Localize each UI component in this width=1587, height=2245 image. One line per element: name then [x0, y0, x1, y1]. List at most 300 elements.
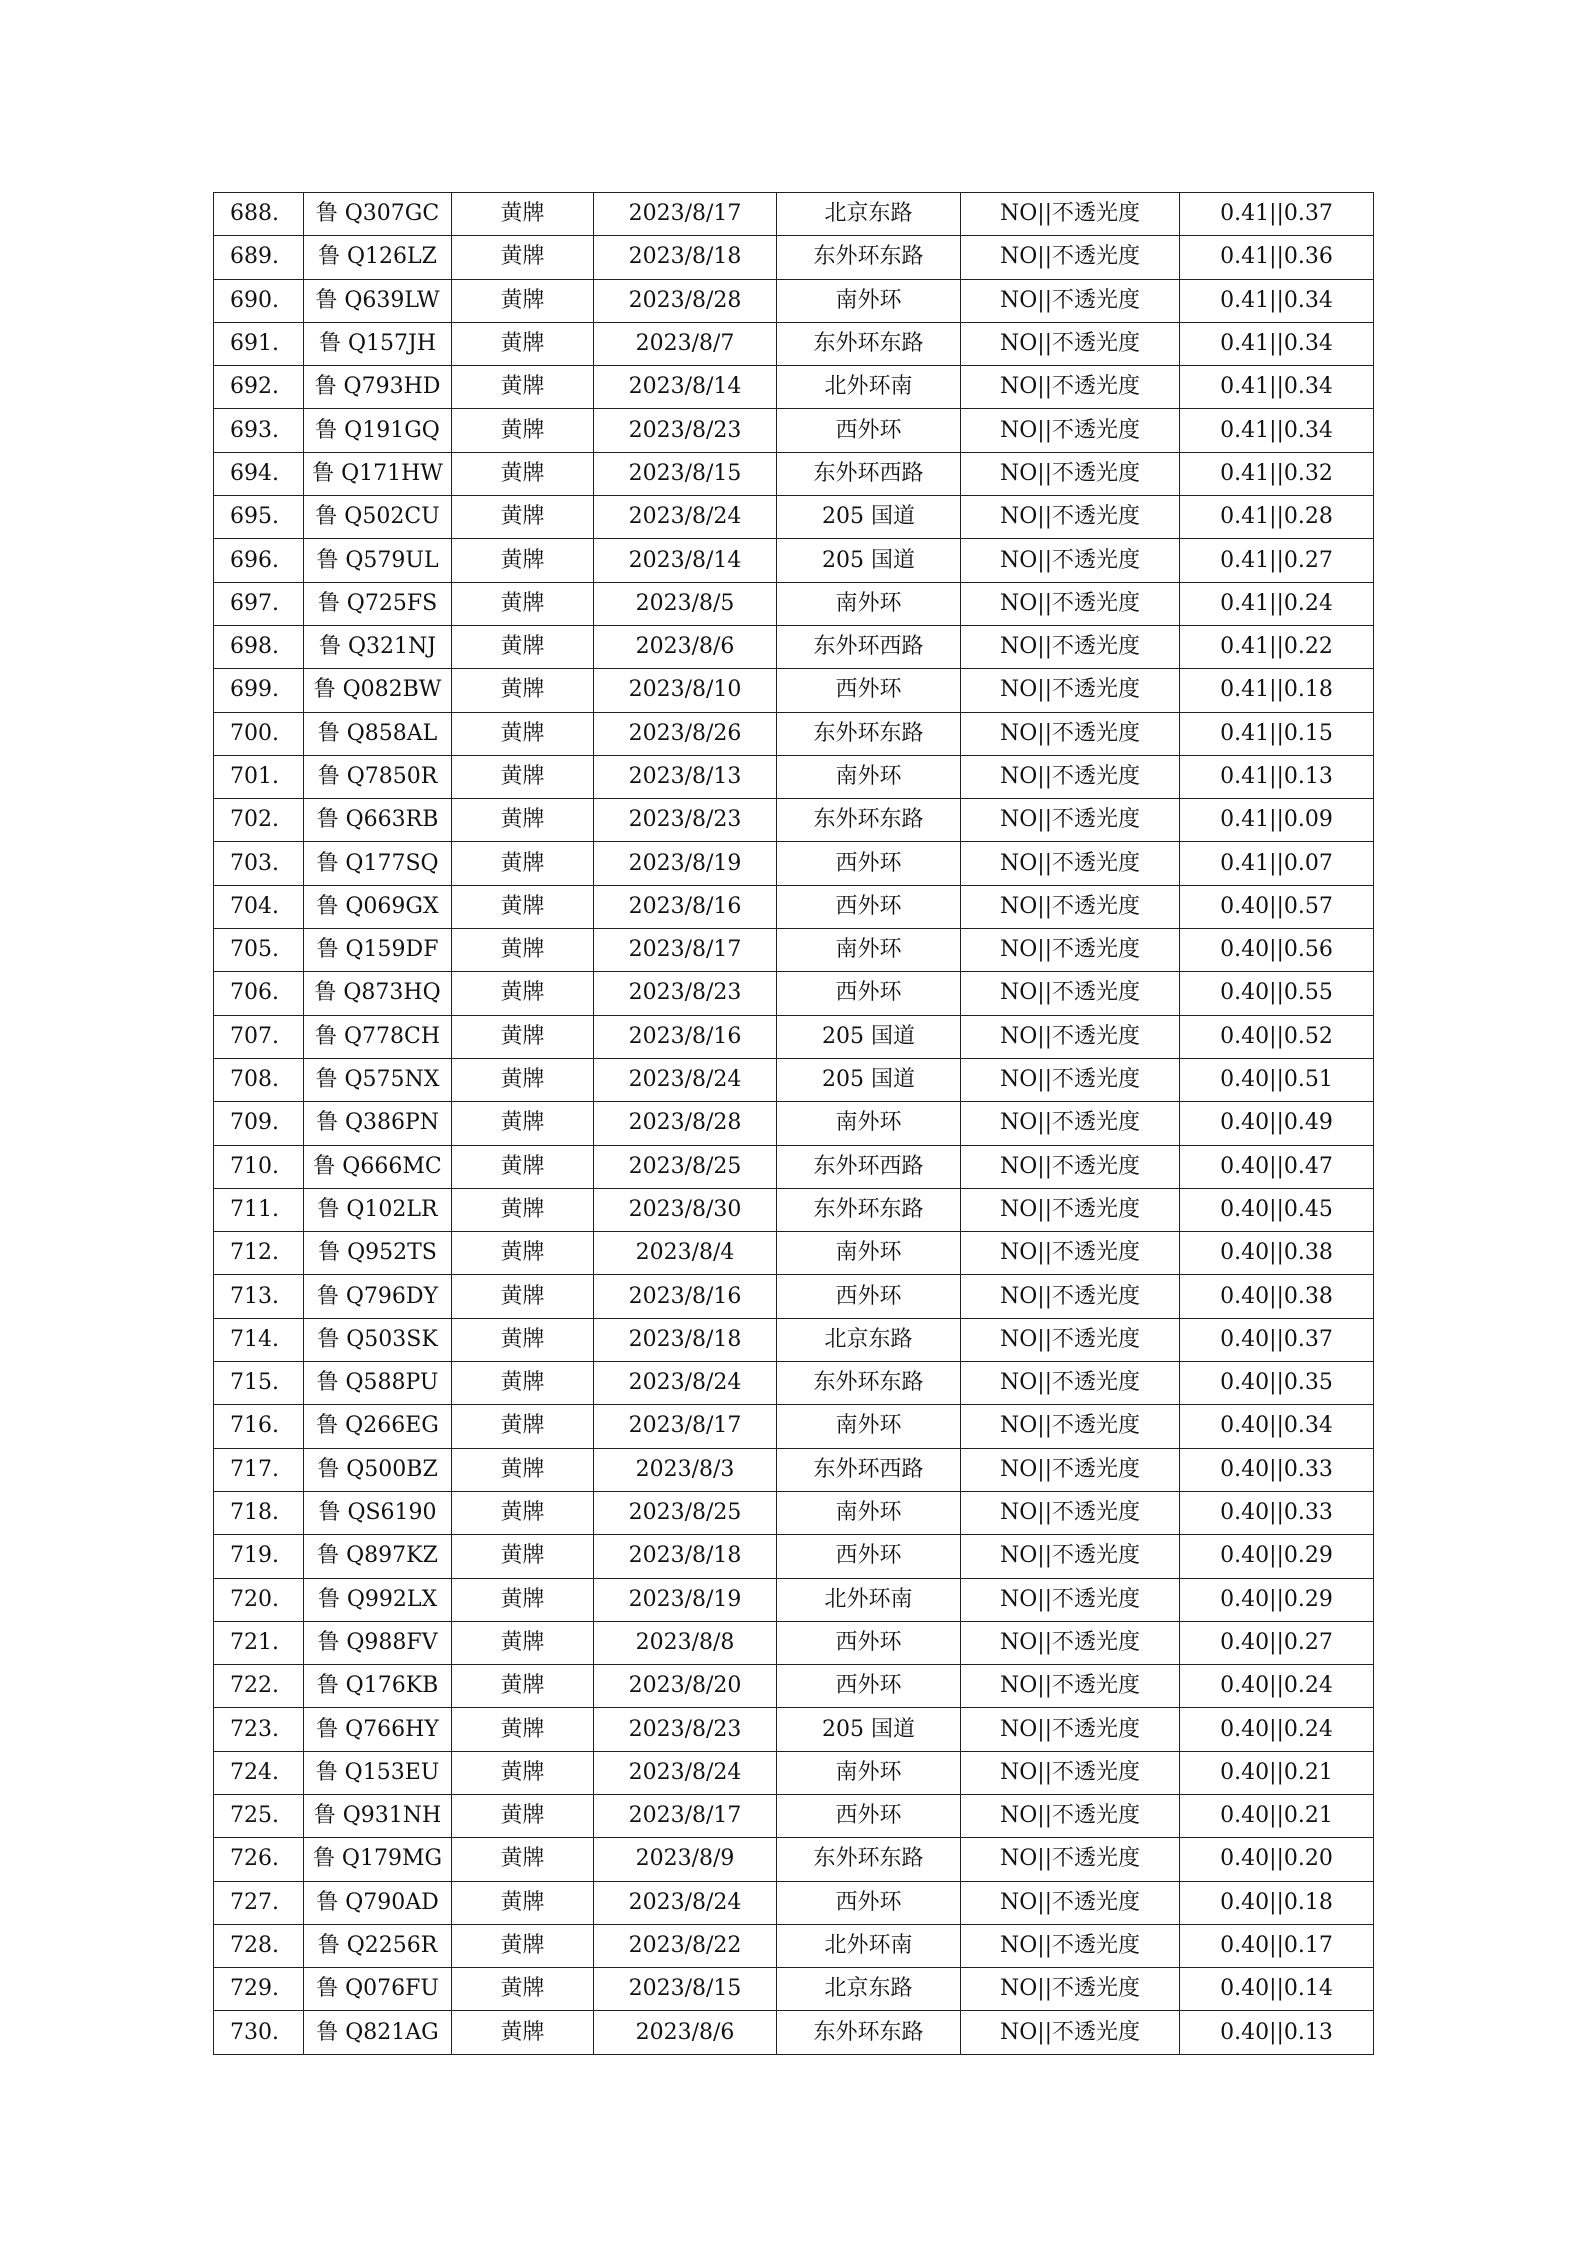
- cell-road-location: 205 国道: [777, 496, 961, 539]
- cell-road-location: 东外环东路: [777, 236, 961, 279]
- cell-inspection-date: 2023/8/20: [594, 1665, 777, 1708]
- cell-row-number: 714.: [214, 1318, 304, 1361]
- cell-test-values: 0.41||0.34: [1180, 366, 1374, 409]
- cell-plate-number: 鲁 Q307GC: [304, 193, 452, 236]
- cell-row-number: 710.: [214, 1145, 304, 1188]
- cell-road-location: 西外环: [777, 1275, 961, 1318]
- cell-inspection-date: 2023/8/18: [594, 1535, 777, 1578]
- records-table: [213, 192, 1374, 2055]
- cell-test-values: 0.40||0.34: [1180, 1405, 1374, 1448]
- table-row: [214, 929, 1374, 972]
- cell-plate-number: 鲁 Q076FU: [304, 1968, 452, 2011]
- cell-inspection-date: 2023/8/26: [594, 712, 777, 755]
- cell-test-item: NO||不透光度: [961, 1665, 1180, 1708]
- cell-road-location: 西外环: [777, 1794, 961, 1837]
- cell-plate-type: 黄牌: [452, 1491, 594, 1534]
- cell-road-location: 西外环: [777, 1665, 961, 1708]
- cell-plate-number: 鲁 Q321NJ: [304, 625, 452, 668]
- cell-row-number: 728.: [214, 1924, 304, 1967]
- cell-row-number: 694.: [214, 452, 304, 495]
- cell-test-values: 0.40||0.37: [1180, 1318, 1374, 1361]
- table-row: [214, 539, 1374, 582]
- cell-test-values: 0.41||0.13: [1180, 755, 1374, 798]
- table-row: [214, 842, 1374, 885]
- cell-test-item: NO||不透光度: [961, 236, 1180, 279]
- cell-test-values: 0.41||0.22: [1180, 625, 1374, 668]
- cell-test-item: NO||不透光度: [961, 409, 1180, 452]
- cell-row-number: 692.: [214, 366, 304, 409]
- table-row: [214, 582, 1374, 625]
- cell-road-location: 西外环: [777, 409, 961, 452]
- cell-inspection-date: 2023/8/15: [594, 452, 777, 495]
- cell-test-item: NO||不透光度: [961, 1881, 1180, 1924]
- cell-plate-number: 鲁 Q766HY: [304, 1708, 452, 1751]
- cell-test-values: 0.40||0.56: [1180, 929, 1374, 972]
- cell-test-values: 0.40||0.21: [1180, 1751, 1374, 1794]
- cell-plate-type: 黄牌: [452, 1058, 594, 1101]
- cell-plate-number: 鲁 Q159DF: [304, 929, 452, 972]
- cell-test-item: NO||不透光度: [961, 842, 1180, 885]
- cell-plate-type: 黄牌: [452, 1232, 594, 1275]
- cell-plate-type: 黄牌: [452, 1535, 594, 1578]
- table-row: [214, 885, 1374, 928]
- table-row: [214, 1188, 1374, 1231]
- cell-inspection-date: 2023/8/23: [594, 409, 777, 452]
- cell-road-location: 北京东路: [777, 1318, 961, 1361]
- cell-inspection-date: 2023/8/14: [594, 366, 777, 409]
- cell-row-number: 709.: [214, 1102, 304, 1145]
- table-row: [214, 972, 1374, 1015]
- cell-test-values: 0.40||0.29: [1180, 1535, 1374, 1578]
- cell-test-values: 0.40||0.33: [1180, 1448, 1374, 1491]
- table-row: [214, 1491, 1374, 1534]
- cell-test-item: NO||不透光度: [961, 1275, 1180, 1318]
- cell-row-number: 719.: [214, 1535, 304, 1578]
- cell-inspection-date: 2023/8/28: [594, 279, 777, 322]
- cell-test-values: 0.40||0.55: [1180, 972, 1374, 1015]
- cell-test-values: 0.40||0.24: [1180, 1665, 1374, 1708]
- table-row: [214, 279, 1374, 322]
- cell-row-number: 729.: [214, 1968, 304, 2011]
- cell-inspection-date: 2023/8/23: [594, 1708, 777, 1751]
- table-row: [214, 236, 1374, 279]
- cell-plate-number: 鲁 Q579UL: [304, 539, 452, 582]
- cell-inspection-date: 2023/8/19: [594, 1578, 777, 1621]
- cell-test-item: NO||不透光度: [961, 1405, 1180, 1448]
- cell-test-values: 0.41||0.34: [1180, 409, 1374, 452]
- cell-row-number: 701.: [214, 755, 304, 798]
- table-row: [214, 1708, 1374, 1751]
- cell-test-item: NO||不透光度: [961, 1621, 1180, 1664]
- cell-inspection-date: 2023/8/17: [594, 929, 777, 972]
- cell-test-item: NO||不透光度: [961, 972, 1180, 1015]
- cell-test-item: NO||不透光度: [961, 496, 1180, 539]
- cell-test-values: 0.40||0.21: [1180, 1794, 1374, 1837]
- cell-inspection-date: 2023/8/25: [594, 1491, 777, 1534]
- cell-inspection-date: 2023/8/24: [594, 1362, 777, 1405]
- cell-test-item: NO||不透光度: [961, 452, 1180, 495]
- cell-plate-number: 鲁 Q663RB: [304, 799, 452, 842]
- cell-inspection-date: 2023/8/13: [594, 755, 777, 798]
- cell-plate-number: 鲁 Q082BW: [304, 669, 452, 712]
- cell-test-values: 0.41||0.27: [1180, 539, 1374, 582]
- cell-inspection-date: 2023/8/28: [594, 1102, 777, 1145]
- cell-test-values: 0.41||0.36: [1180, 236, 1374, 279]
- table-row: [214, 1232, 1374, 1275]
- cell-row-number: 695.: [214, 496, 304, 539]
- cell-test-values: 0.41||0.15: [1180, 712, 1374, 755]
- cell-plate-type: 黄牌: [452, 885, 594, 928]
- cell-row-number: 718.: [214, 1491, 304, 1534]
- cell-inspection-date: 2023/8/22: [594, 1924, 777, 1967]
- cell-test-item: NO||不透光度: [961, 1188, 1180, 1231]
- cell-test-item: NO||不透光度: [961, 712, 1180, 755]
- cell-plate-number: 鲁 Q931NH: [304, 1794, 452, 1837]
- cell-plate-type: 黄牌: [452, 452, 594, 495]
- table-row: [214, 1794, 1374, 1837]
- table-row: [214, 1881, 1374, 1924]
- cell-plate-type: 黄牌: [452, 669, 594, 712]
- cell-inspection-date: 2023/8/24: [594, 496, 777, 539]
- cell-plate-type: 黄牌: [452, 1015, 594, 1058]
- cell-road-location: 北外环南: [777, 1578, 961, 1621]
- cell-inspection-date: 2023/8/16: [594, 885, 777, 928]
- cell-test-item: NO||不透光度: [961, 885, 1180, 928]
- cell-inspection-date: 2023/8/18: [594, 1318, 777, 1361]
- cell-plate-number: 鲁 Q7850R: [304, 755, 452, 798]
- cell-plate-type: 黄牌: [452, 1448, 594, 1491]
- cell-test-values: 0.40||0.45: [1180, 1188, 1374, 1231]
- cell-plate-type: 黄牌: [452, 496, 594, 539]
- cell-road-location: 东外环东路: [777, 2011, 961, 2054]
- cell-test-values: 0.40||0.14: [1180, 1968, 1374, 2011]
- cell-inspection-date: 2023/8/17: [594, 1405, 777, 1448]
- cell-plate-type: 黄牌: [452, 582, 594, 625]
- cell-inspection-date: 2023/8/7: [594, 322, 777, 365]
- cell-road-location: 北京东路: [777, 193, 961, 236]
- cell-row-number: 704.: [214, 885, 304, 928]
- cell-inspection-date: 2023/8/9: [594, 1838, 777, 1881]
- cell-test-item: NO||不透光度: [961, 1708, 1180, 1751]
- cell-plate-number: 鲁 Q725FS: [304, 582, 452, 625]
- table-row: [214, 1535, 1374, 1578]
- cell-plate-type: 黄牌: [452, 279, 594, 322]
- cell-road-location: 南外环: [777, 1491, 961, 1534]
- table-row: [214, 1968, 1374, 2011]
- cell-test-item: NO||不透光度: [961, 669, 1180, 712]
- cell-test-item: NO||不透光度: [961, 1794, 1180, 1837]
- cell-row-number: 712.: [214, 1232, 304, 1275]
- cell-plate-number: 鲁 Q873HQ: [304, 972, 452, 1015]
- cell-inspection-date: 2023/8/3: [594, 1448, 777, 1491]
- cell-inspection-date: 2023/8/4: [594, 1232, 777, 1275]
- cell-road-location: 东外环西路: [777, 1145, 961, 1188]
- cell-test-values: 0.41||0.18: [1180, 669, 1374, 712]
- cell-plate-type: 黄牌: [452, 1578, 594, 1621]
- cell-test-item: NO||不透光度: [961, 1232, 1180, 1275]
- cell-test-values: 0.40||0.33: [1180, 1491, 1374, 1534]
- table-row: [214, 1665, 1374, 1708]
- table-row: [214, 1751, 1374, 1794]
- table-row: [214, 712, 1374, 755]
- cell-inspection-date: 2023/8/24: [594, 1751, 777, 1794]
- cell-row-number: 705.: [214, 929, 304, 972]
- cell-road-location: 西外环: [777, 1881, 961, 1924]
- cell-row-number: 717.: [214, 1448, 304, 1491]
- cell-plate-type: 黄牌: [452, 625, 594, 668]
- table-row: [214, 1275, 1374, 1318]
- cell-plate-type: 黄牌: [452, 236, 594, 279]
- cell-plate-type: 黄牌: [452, 842, 594, 885]
- cell-road-location: 东外环东路: [777, 322, 961, 365]
- cell-inspection-date: 2023/8/10: [594, 669, 777, 712]
- cell-plate-number: 鲁 Q503SK: [304, 1318, 452, 1361]
- cell-row-number: 721.: [214, 1621, 304, 1664]
- cell-road-location: 南外环: [777, 1232, 961, 1275]
- cell-test-values: 0.40||0.51: [1180, 1058, 1374, 1101]
- cell-plate-number: 鲁 Q069GX: [304, 885, 452, 928]
- cell-plate-number: 鲁 Q386PN: [304, 1102, 452, 1145]
- cell-test-values: 0.40||0.35: [1180, 1362, 1374, 1405]
- cell-row-number: 693.: [214, 409, 304, 452]
- cell-test-item: NO||不透光度: [961, 2011, 1180, 2054]
- cell-test-item: NO||不透光度: [961, 929, 1180, 972]
- table-row: [214, 1102, 1374, 1145]
- cell-inspection-date: 2023/8/25: [594, 1145, 777, 1188]
- table-row: [214, 1145, 1374, 1188]
- cell-row-number: 725.: [214, 1794, 304, 1837]
- cell-test-item: NO||不透光度: [961, 366, 1180, 409]
- cell-inspection-date: 2023/8/17: [594, 1794, 777, 1837]
- cell-plate-type: 黄牌: [452, 1318, 594, 1361]
- cell-plate-number: 鲁 Q588PU: [304, 1362, 452, 1405]
- cell-plate-type: 黄牌: [452, 409, 594, 452]
- cell-plate-number: 鲁 Q191GQ: [304, 409, 452, 452]
- cell-road-location: 南外环: [777, 1405, 961, 1448]
- cell-row-number: 691.: [214, 322, 304, 365]
- cell-row-number: 700.: [214, 712, 304, 755]
- cell-road-location: 南外环: [777, 929, 961, 972]
- cell-plate-type: 黄牌: [452, 193, 594, 236]
- cell-road-location: 东外环西路: [777, 452, 961, 495]
- cell-plate-type: 黄牌: [452, 1362, 594, 1405]
- cell-plate-number: 鲁 Q177SQ: [304, 842, 452, 885]
- cell-plate-number: 鲁 Q2256R: [304, 1924, 452, 1967]
- cell-plate-number: 鲁 Q897KZ: [304, 1535, 452, 1578]
- cell-test-item: NO||不透光度: [961, 1491, 1180, 1534]
- cell-row-number: 688.: [214, 193, 304, 236]
- cell-test-item: NO||不透光度: [961, 1924, 1180, 1967]
- cell-inspection-date: 2023/8/15: [594, 1968, 777, 2011]
- cell-road-location: 西外环: [777, 972, 961, 1015]
- cell-road-location: 205 国道: [777, 1058, 961, 1101]
- cell-inspection-date: 2023/8/17: [594, 193, 777, 236]
- cell-row-number: 708.: [214, 1058, 304, 1101]
- cell-inspection-date: 2023/8/14: [594, 539, 777, 582]
- cell-plate-number: 鲁 Q778CH: [304, 1015, 452, 1058]
- cell-row-number: 723.: [214, 1708, 304, 1751]
- cell-plate-number: 鲁 Q126LZ: [304, 236, 452, 279]
- cell-plate-type: 黄牌: [452, 1751, 594, 1794]
- table-row: [214, 193, 1374, 236]
- cell-road-location: 北外环南: [777, 1924, 961, 1967]
- cell-plate-number: 鲁 Q176KB: [304, 1665, 452, 1708]
- table-row: [214, 2011, 1374, 2054]
- cell-test-item: NO||不透光度: [961, 799, 1180, 842]
- cell-test-item: NO||不透光度: [961, 1015, 1180, 1058]
- cell-inspection-date: 2023/8/16: [594, 1015, 777, 1058]
- cell-road-location: 西外环: [777, 669, 961, 712]
- cell-plate-type: 黄牌: [452, 1924, 594, 1967]
- cell-plate-type: 黄牌: [452, 1968, 594, 2011]
- cell-test-item: NO||不透光度: [961, 625, 1180, 668]
- cell-road-location: 南外环: [777, 1751, 961, 1794]
- cell-row-number: 706.: [214, 972, 304, 1015]
- cell-row-number: 690.: [214, 279, 304, 322]
- cell-road-location: 北外环南: [777, 366, 961, 409]
- cell-plate-number: 鲁 Q639LW: [304, 279, 452, 322]
- cell-plate-type: 黄牌: [452, 712, 594, 755]
- cell-test-values: 0.40||0.47: [1180, 1145, 1374, 1188]
- cell-row-number: 689.: [214, 236, 304, 279]
- cell-row-number: 715.: [214, 1362, 304, 1405]
- cell-plate-type: 黄牌: [452, 322, 594, 365]
- cell-test-item: NO||不透光度: [961, 1362, 1180, 1405]
- cell-test-item: NO||不透光度: [961, 582, 1180, 625]
- cell-plate-number: 鲁 Q793HD: [304, 366, 452, 409]
- cell-road-location: 205 国道: [777, 1015, 961, 1058]
- cell-test-item: NO||不透光度: [961, 1058, 1180, 1101]
- cell-row-number: 726.: [214, 1838, 304, 1881]
- cell-test-values: 0.41||0.32: [1180, 452, 1374, 495]
- cell-test-item: NO||不透光度: [961, 1535, 1180, 1578]
- cell-plate-type: 黄牌: [452, 1708, 594, 1751]
- cell-row-number: 727.: [214, 1881, 304, 1924]
- cell-test-values: 0.40||0.29: [1180, 1578, 1374, 1621]
- cell-plate-number: 鲁 Q952TS: [304, 1232, 452, 1275]
- cell-road-location: 东外环东路: [777, 799, 961, 842]
- cell-inspection-date: 2023/8/24: [594, 1058, 777, 1101]
- table-row: [214, 1448, 1374, 1491]
- cell-road-location: 南外环: [777, 582, 961, 625]
- cell-road-location: 西外环: [777, 885, 961, 928]
- cell-plate-number: 鲁 Q992LX: [304, 1578, 452, 1621]
- cell-row-number: 702.: [214, 799, 304, 842]
- cell-test-values: 0.41||0.34: [1180, 279, 1374, 322]
- cell-test-values: 0.41||0.24: [1180, 582, 1374, 625]
- cell-plate-number: 鲁 Q171HW: [304, 452, 452, 495]
- cell-row-number: 730.: [214, 2011, 304, 2054]
- cell-test-values: 0.41||0.09: [1180, 799, 1374, 842]
- table-row: [214, 625, 1374, 668]
- table-row: [214, 496, 1374, 539]
- cell-road-location: 东外环东路: [777, 1188, 961, 1231]
- cell-road-location: 西外环: [777, 1535, 961, 1578]
- cell-test-item: NO||不透光度: [961, 1968, 1180, 2011]
- cell-plate-type: 黄牌: [452, 539, 594, 582]
- cell-row-number: 699.: [214, 669, 304, 712]
- cell-test-item: NO||不透光度: [961, 1838, 1180, 1881]
- cell-test-item: NO||不透光度: [961, 1318, 1180, 1361]
- cell-plate-type: 黄牌: [452, 1188, 594, 1231]
- cell-row-number: 724.: [214, 1751, 304, 1794]
- cell-plate-number: 鲁 Q790AD: [304, 1881, 452, 1924]
- table-row: [214, 669, 1374, 712]
- cell-plate-type: 黄牌: [452, 1275, 594, 1318]
- cell-plate-type: 黄牌: [452, 1405, 594, 1448]
- table-row: [214, 409, 1374, 452]
- table-row: [214, 1621, 1374, 1664]
- table-row: [214, 755, 1374, 798]
- cell-row-number: 720.: [214, 1578, 304, 1621]
- cell-road-location: 东外环西路: [777, 625, 961, 668]
- cell-test-values: 0.41||0.07: [1180, 842, 1374, 885]
- table-body: [214, 193, 1374, 2055]
- cell-row-number: 707.: [214, 1015, 304, 1058]
- cell-plate-number: 鲁 Q266EG: [304, 1405, 452, 1448]
- cell-test-values: 0.40||0.38: [1180, 1232, 1374, 1275]
- cell-road-location: 北京东路: [777, 1968, 961, 2011]
- cell-plate-type: 黄牌: [452, 366, 594, 409]
- cell-inspection-date: 2023/8/5: [594, 582, 777, 625]
- cell-test-item: NO||不透光度: [961, 1448, 1180, 1491]
- cell-test-values: 0.40||0.52: [1180, 1015, 1374, 1058]
- cell-road-location: 东外环东路: [777, 712, 961, 755]
- cell-inspection-date: 2023/8/23: [594, 972, 777, 1015]
- cell-test-item: NO||不透光度: [961, 1102, 1180, 1145]
- cell-inspection-date: 2023/8/6: [594, 2011, 777, 2054]
- cell-inspection-date: 2023/8/30: [594, 1188, 777, 1231]
- cell-plate-type: 黄牌: [452, 2011, 594, 2054]
- table-row: [214, 452, 1374, 495]
- cell-test-item: NO||不透光度: [961, 322, 1180, 365]
- cell-plate-type: 黄牌: [452, 972, 594, 1015]
- cell-inspection-date: 2023/8/16: [594, 1275, 777, 1318]
- cell-test-values: 0.40||0.17: [1180, 1924, 1374, 1967]
- cell-test-item: NO||不透光度: [961, 193, 1180, 236]
- cell-test-values: 0.41||0.28: [1180, 496, 1374, 539]
- cell-road-location: 205 国道: [777, 539, 961, 582]
- table-row: [214, 322, 1374, 365]
- cell-row-number: 711.: [214, 1188, 304, 1231]
- cell-row-number: 696.: [214, 539, 304, 582]
- cell-plate-type: 黄牌: [452, 1621, 594, 1664]
- cell-test-values: 0.40||0.38: [1180, 1275, 1374, 1318]
- cell-plate-number: 鲁 Q821AG: [304, 2011, 452, 2054]
- cell-plate-type: 黄牌: [452, 1838, 594, 1881]
- cell-row-number: 716.: [214, 1405, 304, 1448]
- table-row: [214, 1058, 1374, 1101]
- cell-road-location: 南外环: [777, 755, 961, 798]
- cell-road-location: 东外环东路: [777, 1362, 961, 1405]
- cell-plate-type: 黄牌: [452, 755, 594, 798]
- cell-inspection-date: 2023/8/6: [594, 625, 777, 668]
- cell-plate-number: 鲁 Q796DY: [304, 1275, 452, 1318]
- cell-test-values: 0.40||0.57: [1180, 885, 1374, 928]
- cell-plate-type: 黄牌: [452, 1665, 594, 1708]
- cell-plate-number: 鲁 Q858AL: [304, 712, 452, 755]
- cell-plate-number: 鲁 Q153EU: [304, 1751, 452, 1794]
- table-row: [214, 1362, 1374, 1405]
- cell-inspection-date: 2023/8/18: [594, 236, 777, 279]
- table-row: [214, 1838, 1374, 1881]
- cell-row-number: 722.: [214, 1665, 304, 1708]
- cell-plate-type: 黄牌: [452, 1794, 594, 1837]
- cell-road-location: 西外环: [777, 842, 961, 885]
- cell-row-number: 703.: [214, 842, 304, 885]
- table-row: [214, 1924, 1374, 1967]
- cell-plate-number: 鲁 Q502CU: [304, 496, 452, 539]
